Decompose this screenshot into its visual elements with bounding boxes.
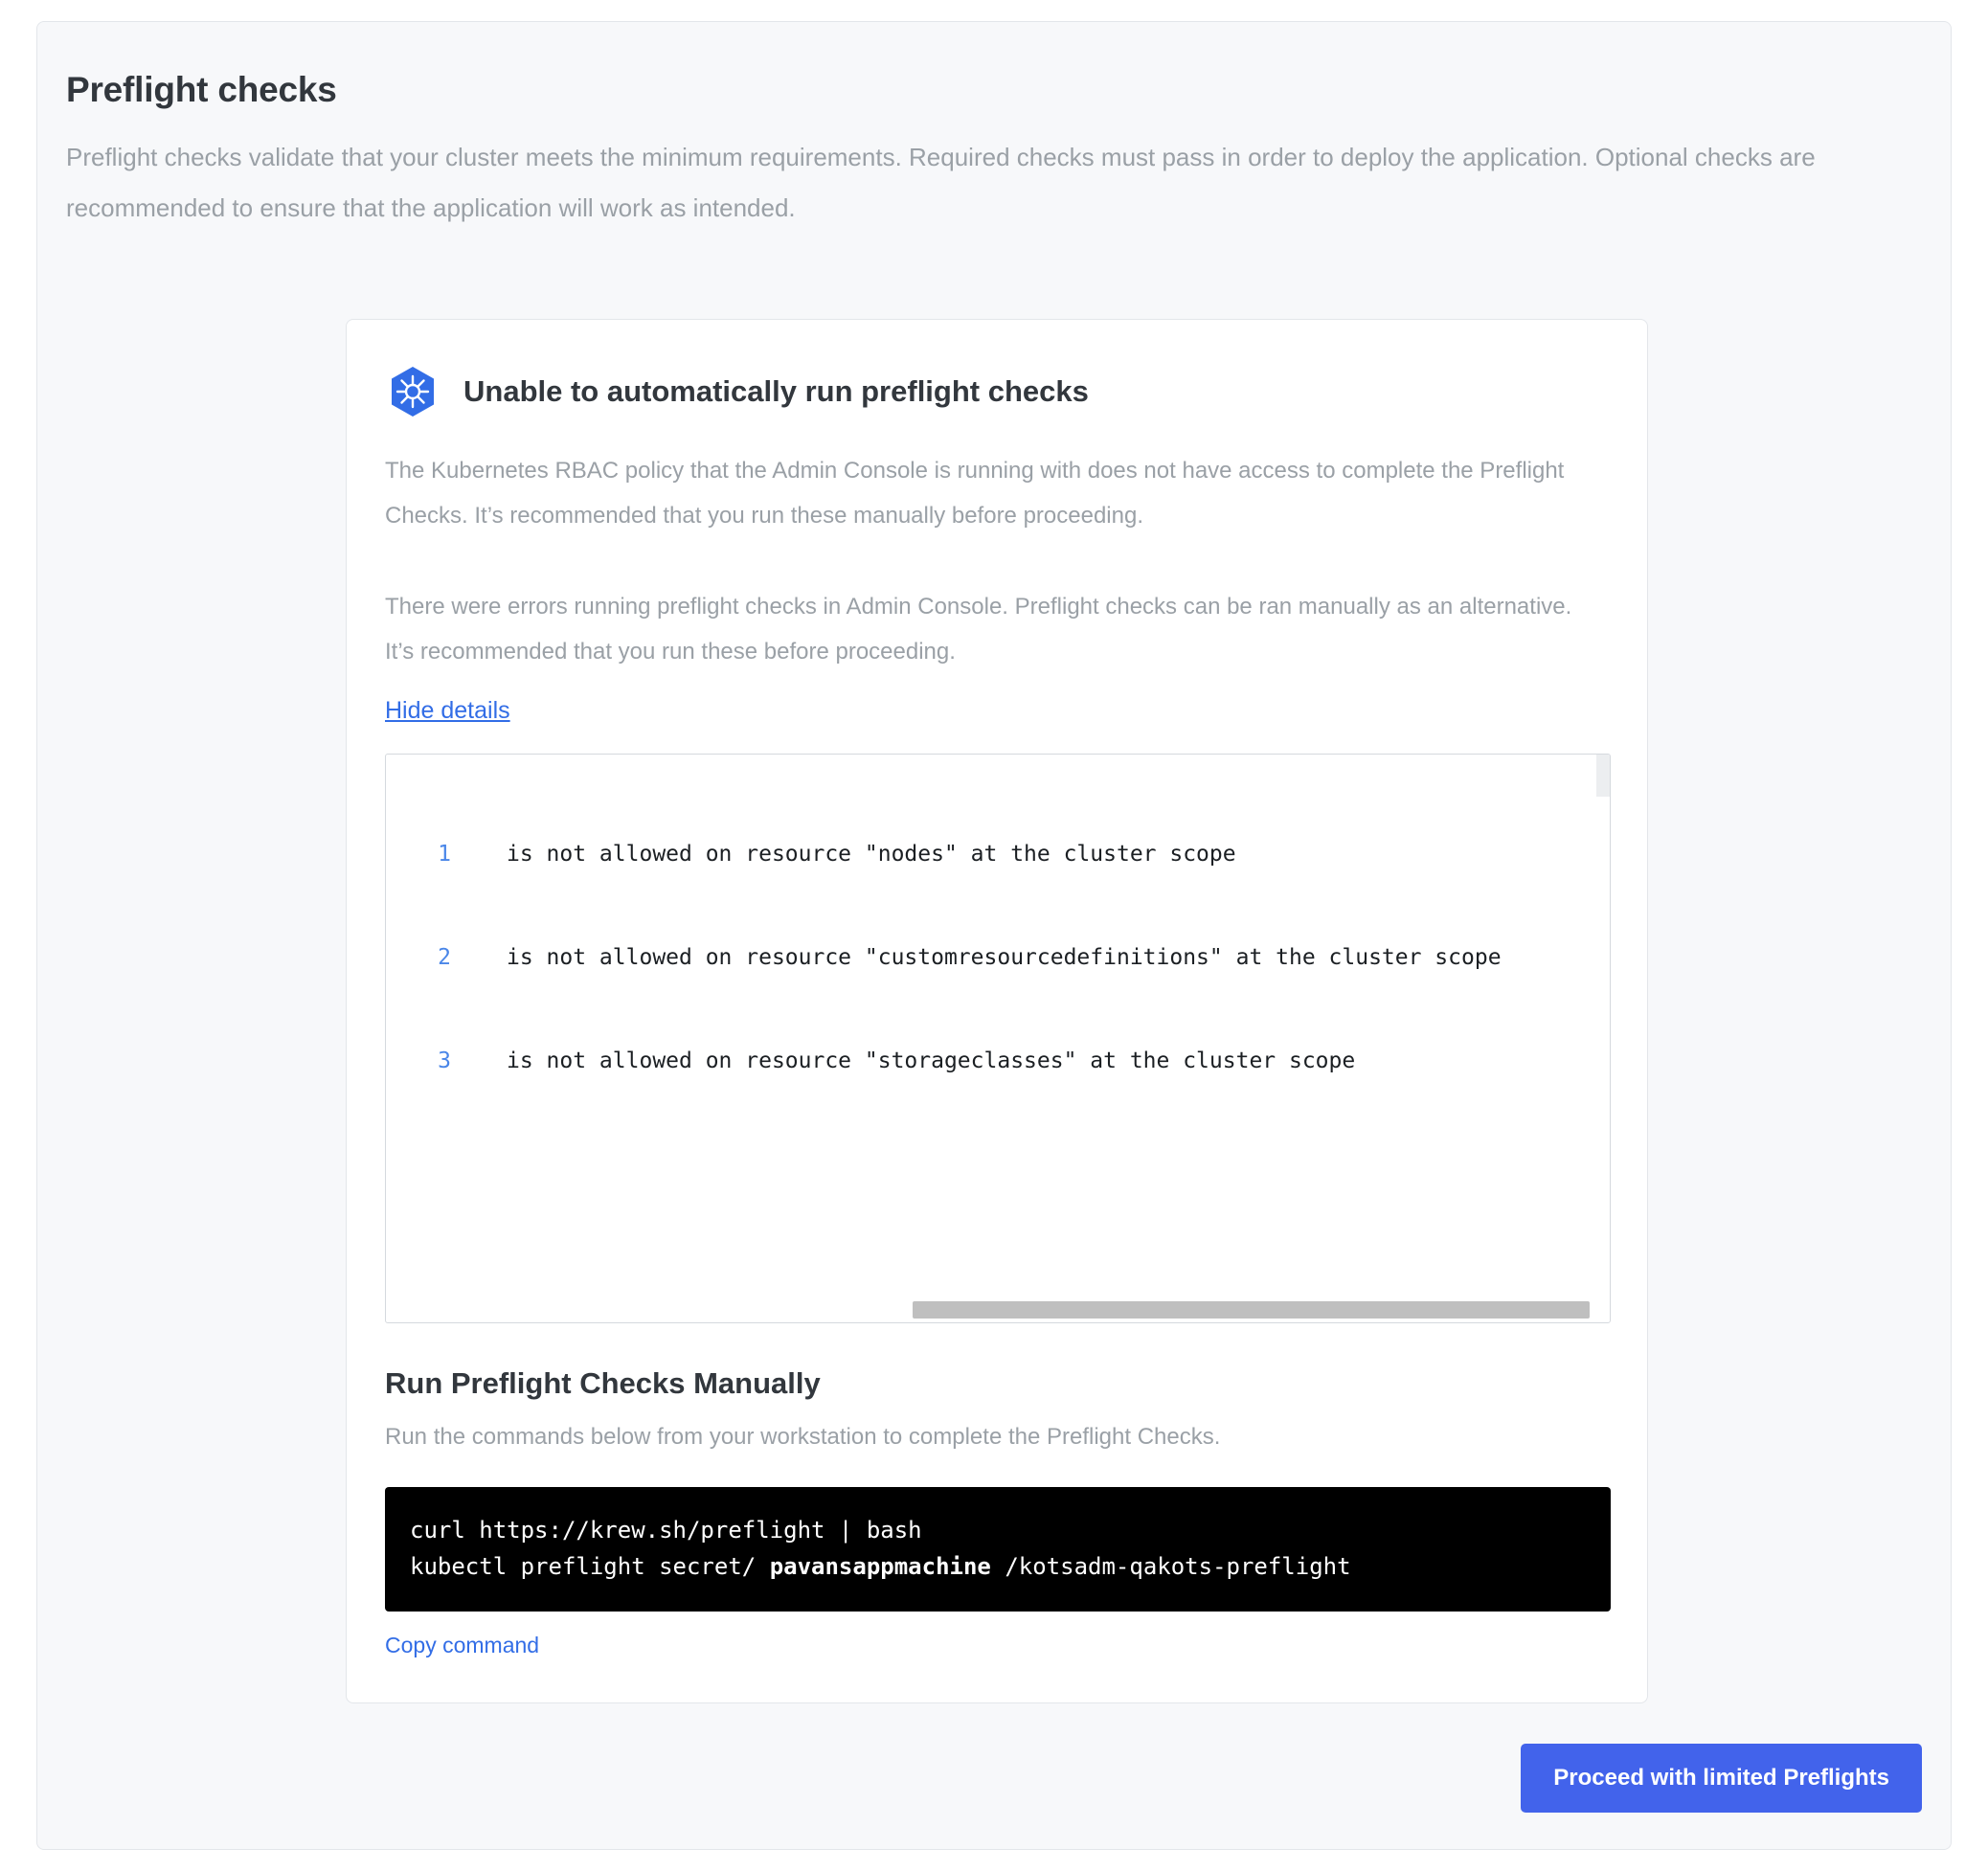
copy-command-link[interactable]: Copy command bbox=[385, 1633, 540, 1657]
line-text: is not allowed on resource "nodes" at the cluster scope bbox=[507, 842, 1236, 867]
command-line-2-suffix: /kotsadm-qakots-preflight bbox=[990, 1553, 1351, 1580]
manual-section-description: Run the commands below from your workstation to complete the Preflight Checks. bbox=[385, 1424, 1221, 1450]
manual-section-title: Run Preflight Checks Manually bbox=[385, 1366, 821, 1400]
line-number: 1 bbox=[438, 842, 451, 867]
command-terminal[interactable] bbox=[385, 1487, 1611, 1612]
error-log-row bbox=[386, 940, 1610, 975]
line-text: is not allowed on resource "storageclasses" at the cluster scope bbox=[507, 1048, 1356, 1073]
vertical-scrollbar[interactable] bbox=[1596, 755, 1610, 797]
card-title: Unable to automatically run preflight checks bbox=[463, 374, 1089, 408]
card-paragraph-2: There were errors running preflight checks in Admin Console. Preflight checks can be ran manually as an alternative. It’s recommended that you run these before proceeding. bbox=[385, 594, 1572, 665]
kubernetes-helm-icon bbox=[385, 364, 441, 419]
command-line-2-secret: pavansappmachine bbox=[769, 1553, 991, 1580]
proceed-with-limited-preflights-button[interactable]: Proceed with limited Preflights bbox=[1521, 1744, 1922, 1813]
page-description: Preflight checks validate that your cluster meets the minimum requirements. Required checks must pass in order to deploy the application. Optional checks are recommended to ensure that the application will work as intended. bbox=[66, 143, 1816, 222]
command-line-2-prefix: kubectl preflight secret/ bbox=[410, 1553, 770, 1580]
error-log-lines bbox=[386, 755, 1610, 1147]
error-log-row bbox=[386, 1044, 1610, 1078]
card-paragraph-1: The Kubernetes RBAC policy that the Admin Console is running with does not have access to complete the Preflight Checks. It’s recommended that you run these manually before proceeding. bbox=[385, 458, 1565, 529]
horizontal-scrollbar-thumb[interactable] bbox=[913, 1301, 1590, 1319]
preflight-checks-page bbox=[36, 21, 1952, 1850]
command-line-1: curl https://krew.sh/preflight | bash bbox=[410, 1517, 922, 1544]
line-number: 3 bbox=[438, 1048, 451, 1073]
hide-details-link[interactable]: Hide details bbox=[385, 697, 510, 724]
error-log-row bbox=[386, 837, 1610, 871]
page-title: Preflight checks bbox=[66, 70, 337, 109]
preflight-error-card bbox=[346, 319, 1648, 1703]
horizontal-scrollbar-track[interactable] bbox=[386, 1301, 1610, 1322]
error-log-panel[interactable] bbox=[385, 754, 1611, 1323]
card-header bbox=[347, 320, 1647, 419]
line-number: 2 bbox=[438, 945, 451, 970]
line-text: is not allowed on resource "customresourcedefinitions" at the cluster scope bbox=[507, 945, 1502, 970]
